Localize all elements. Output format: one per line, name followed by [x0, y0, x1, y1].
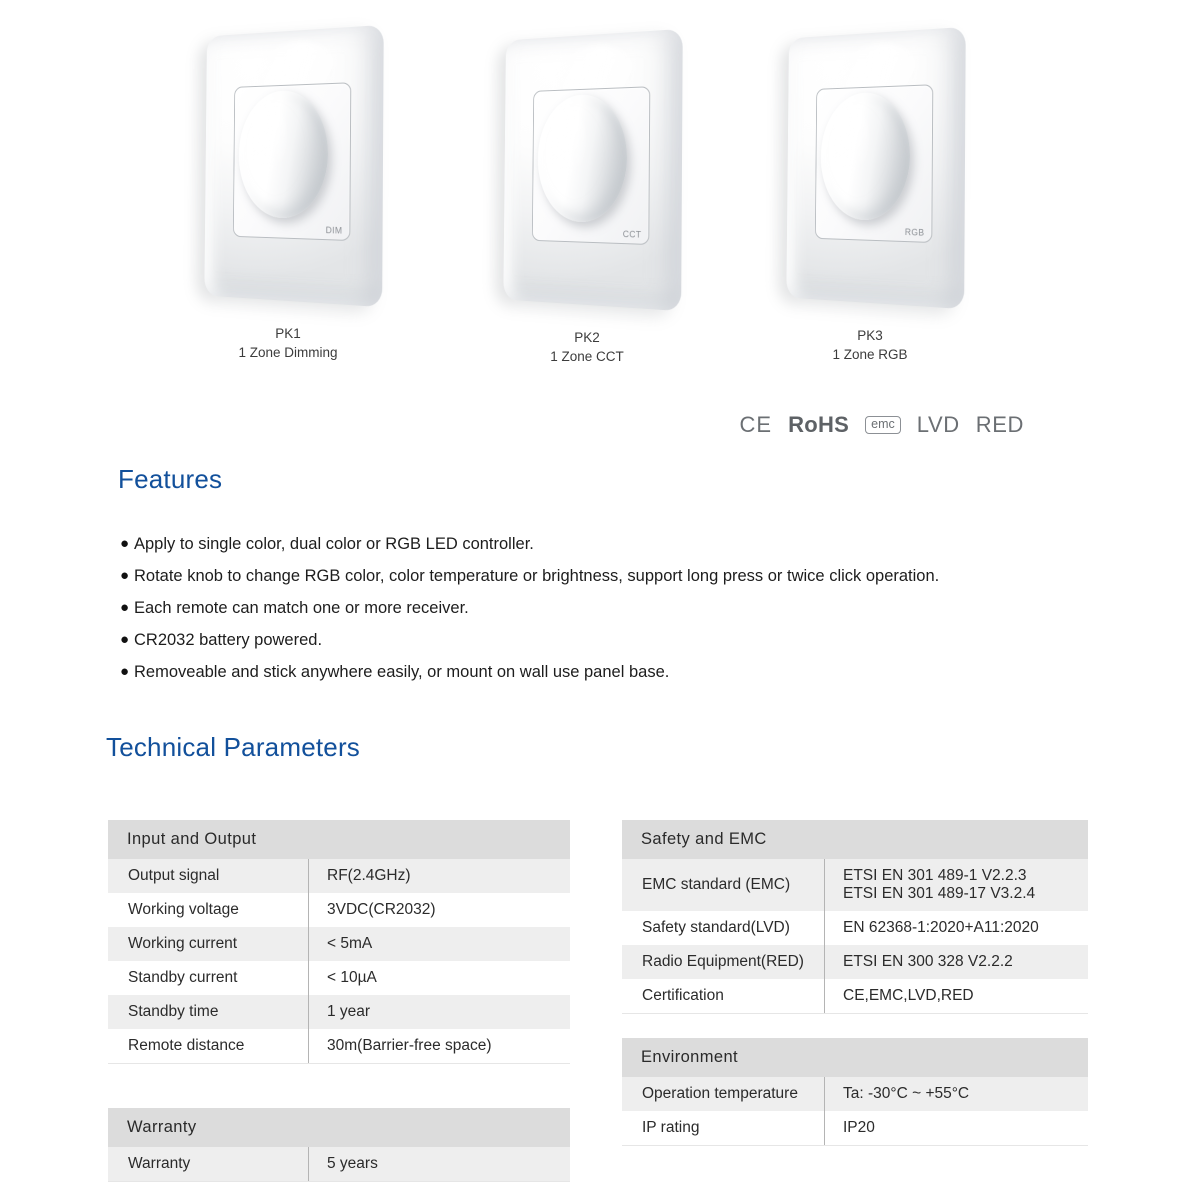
row-key: Standby current [128, 969, 238, 986]
feature-item [120, 560, 1080, 592]
table-input-and-output [108, 820, 570, 1064]
product-desc: 1 Zone CCT [550, 349, 624, 364]
table-row [622, 1077, 1088, 1111]
product-image-pk3 [740, 20, 1000, 320]
features-list [120, 528, 1080, 688]
table-safety-and-emc [622, 820, 1088, 1014]
row-key: Working current [128, 935, 238, 952]
row-key: EMC standard (EMC) [642, 876, 791, 893]
rohs-badge: RoHS [788, 412, 850, 437]
table-row [108, 1147, 570, 1181]
row-key: Radio Equipment(RED) [642, 953, 804, 970]
table-body [108, 1147, 570, 1182]
lvd-badge: LVD [916, 412, 960, 437]
product-caption-pk1 [158, 324, 418, 362]
product-caption-pk3 [740, 326, 1000, 364]
row-value: 5 years [308, 1147, 570, 1181]
table-row [108, 961, 570, 995]
product-desc: 1 Zone RGB [832, 347, 908, 362]
inner-frame [532, 86, 650, 244]
row-value-line1: ETSI EN 301 489-1 V2.2.3 [843, 867, 1027, 884]
table-row [622, 911, 1088, 945]
row-value: RF(2.4GHz) [308, 859, 570, 893]
bullet-icon: ● [120, 599, 130, 616]
row-key: Certification [642, 987, 724, 1004]
inner-frame [233, 82, 351, 240]
red-badge: RED [975, 412, 1024, 437]
table-row [622, 859, 1088, 911]
row-value: CE,EMC,LVD,RED [824, 979, 1088, 1013]
row-value: < 5mA [308, 927, 570, 961]
table-row [622, 1111, 1088, 1145]
rotary-knob[interactable] [537, 93, 627, 223]
feature-text: CR2032 battery powered. [134, 631, 323, 649]
table-row [108, 1029, 570, 1063]
feature-item [120, 592, 1080, 624]
row-value-line2: ETSI EN 301 489-17 V3.2.4 [843, 885, 1036, 902]
row-value: EN 62368-1:2020+A11:2020 [824, 911, 1088, 945]
row-key: Remote distance [128, 1037, 245, 1054]
product-gallery [0, 0, 1200, 390]
product-name: PK1 [275, 326, 301, 341]
row-value: < 10µA [308, 961, 570, 995]
row-value [824, 859, 1088, 911]
feature-text: Each remote can match one or more receiver. [134, 599, 469, 617]
wall-plate [204, 25, 383, 307]
product-pk1 [158, 18, 418, 360]
wall-plate [503, 29, 682, 311]
row-value: IP20 [824, 1111, 1088, 1145]
table-environment [622, 1038, 1088, 1146]
table-row [622, 979, 1088, 1013]
table-warranty [108, 1108, 570, 1182]
bullet-icon: ● [120, 631, 130, 648]
features-heading: Features [118, 464, 223, 494]
technical-parameters-heading: Technical Parameters [106, 732, 360, 762]
table-body [622, 859, 1088, 1014]
table-row [108, 927, 570, 961]
ce-mark-icon: CE [739, 412, 773, 437]
product-pk3 [740, 20, 1000, 362]
certification-badges [740, 412, 1025, 438]
knob-mode-label: CCT [622, 228, 642, 240]
row-value: Ta: -30°C ~ +55°C [824, 1077, 1088, 1111]
product-name: PK3 [857, 328, 883, 343]
product-image-pk1 [158, 18, 418, 318]
table-row [108, 893, 570, 927]
product-caption-pk2 [457, 328, 717, 366]
table-title: Safety and EMC [622, 820, 1088, 859]
product-name: PK2 [574, 330, 600, 345]
row-key: Operation temperature [642, 1085, 798, 1102]
table-body [622, 1077, 1088, 1146]
row-value: 1 year [308, 995, 570, 1029]
row-key: Standby time [128, 1003, 219, 1020]
bullet-icon: ● [120, 663, 130, 680]
table-row [108, 995, 570, 1029]
feature-text: Apply to single color, dual color or RGB LED controller. [134, 535, 534, 553]
rotary-knob[interactable] [820, 91, 910, 221]
inner-frame [815, 84, 933, 242]
row-value: ETSI EN 300 328 V2.2.2 [824, 945, 1088, 979]
table-row [108, 859, 570, 893]
row-key: Warranty [128, 1155, 191, 1172]
table-row [622, 945, 1088, 979]
product-image-pk2 [457, 22, 717, 322]
emc-badge-icon: emc [865, 416, 901, 435]
table-body [108, 859, 570, 1064]
bullet-icon: ● [120, 567, 130, 584]
table-title: Input and Output [108, 820, 570, 859]
wall-plate [786, 27, 965, 309]
product-desc: 1 Zone Dimming [238, 345, 338, 360]
feature-item [120, 528, 1080, 560]
row-key: Output signal [128, 867, 220, 884]
table-title: Warranty [108, 1108, 570, 1147]
row-key: IP rating [642, 1119, 700, 1136]
row-key: Safety standard(LVD) [642, 919, 790, 936]
feature-text: Removeable and stick anywhere easily, or mount on wall use panel base. [134, 663, 670, 681]
product-pk2 [457, 22, 717, 364]
row-value: 30m(Barrier-free space) [308, 1029, 570, 1063]
table-title: Environment [622, 1038, 1088, 1077]
rotary-knob[interactable] [238, 89, 328, 219]
bullet-icon: ● [120, 535, 130, 552]
knob-mode-label: DIM [325, 224, 343, 236]
feature-item [120, 624, 1080, 656]
feature-text: Rotate knob to change RGB color, color temperature or brightness, support long press or twice click operation. [134, 567, 940, 585]
row-value: 3VDC(CR2032) [308, 893, 570, 927]
feature-item [120, 656, 1080, 688]
knob-mode-label: RGB [904, 226, 925, 238]
row-key: Working voltage [128, 901, 239, 918]
